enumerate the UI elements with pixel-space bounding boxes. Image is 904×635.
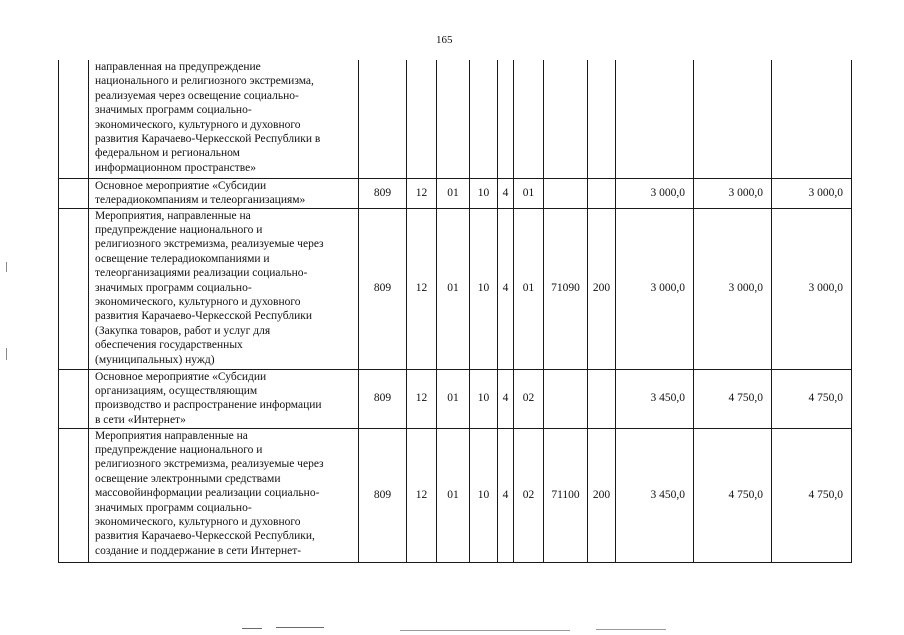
amount-3-cell: 3 000,0 (772, 178, 852, 208)
ministry-cell: 809 (359, 178, 407, 208)
event-cell: 01 (514, 208, 544, 369)
amount-1-cell: 3 000,0 (616, 208, 694, 369)
expense-type-cell (588, 60, 616, 178)
amount-2-cell: 3 000,0 (694, 178, 772, 208)
description-line: (муниципальных) нужд) (95, 353, 215, 366)
event-cell: 02 (514, 369, 544, 428)
expense-type-cell (588, 178, 616, 208)
description-line: организациям, осуществляющим (95, 384, 258, 397)
description-line: реализуемая через освещение социально- (95, 89, 299, 102)
description-line: религиозного экстремизма, реализуемые через (95, 238, 324, 251)
description-line: освещение телерадиокомпаниями и (95, 252, 270, 265)
amount-3-cell: 4 750,0 (772, 428, 852, 562)
description-line: Основное мероприятие «Субсидии (95, 179, 267, 192)
scan-artifact (6, 348, 7, 360)
subprogram-cell: 4 (498, 428, 514, 562)
direction-cell (544, 369, 588, 428)
description-line: федеральном и региональном (95, 147, 240, 160)
scan-artifact (596, 629, 666, 630)
description-line: религиозного экстремизма, реализуемые через (95, 458, 324, 471)
amount-2-cell: 3 000,0 (694, 208, 772, 369)
ministry-cell: 809 (359, 369, 407, 428)
ministry-cell: 809 (359, 428, 407, 562)
amount-1-cell: 3 450,0 (616, 369, 694, 428)
row-number-cell (59, 178, 89, 208)
section-cell (407, 60, 437, 178)
subsection-cell: 01 (437, 428, 470, 562)
program-cell: 10 (470, 369, 498, 428)
scan-artifact (400, 630, 570, 631)
description-line: экономического, культурного и духовного (95, 118, 301, 131)
section-cell: 12 (407, 178, 437, 208)
table-row (59, 60, 852, 178)
amount-1-cell (616, 60, 694, 178)
row-number-cell (59, 428, 89, 562)
description-line: телерадиокомпаниям и телеорганизациям» (95, 193, 306, 206)
event-cell: 02 (514, 428, 544, 562)
description-line: экономического, культурного и духовного (95, 295, 301, 308)
description-line: Основное мероприятие «Субсидии (95, 370, 267, 383)
description-line: предупреждение национального и (95, 443, 263, 456)
description-cell (89, 178, 359, 208)
subsection-cell: 01 (437, 208, 470, 369)
program-cell: 10 (470, 428, 498, 562)
description-line: Мероприятия направленные на (95, 429, 248, 442)
program-cell: 10 (470, 208, 498, 369)
subprogram-cell: 4 (498, 369, 514, 428)
amount-2-cell: 4 750,0 (694, 369, 772, 428)
subprogram-cell: 4 (498, 178, 514, 208)
scan-artifact (276, 627, 324, 628)
description-cell (89, 60, 359, 178)
amount-3-cell (772, 60, 852, 178)
expense-type-cell: 200 (588, 428, 616, 562)
expense-type-cell (588, 369, 616, 428)
table-row (59, 208, 852, 369)
description-line: развития Карачаево-Черкесской Республики, (95, 530, 315, 543)
description-line: информационном пространстве» (95, 161, 257, 174)
description-line: производство и распространение информации (95, 399, 322, 412)
subsection-cell: 01 (437, 369, 470, 428)
program-cell (470, 60, 498, 178)
page-number: 165 (436, 34, 453, 46)
amount-2-cell (694, 60, 772, 178)
description-line: значимых программ социально- (95, 501, 252, 514)
row-number-cell (59, 60, 89, 178)
description-line: развития Карачаево-Черкесской Республики (95, 310, 312, 323)
direction-cell (544, 178, 588, 208)
description-line: значимых программ социально- (95, 104, 252, 117)
subsection-cell (437, 60, 470, 178)
scan-artifact (6, 262, 7, 272)
event-cell: 01 (514, 178, 544, 208)
description-line: в сети «Интернет» (95, 413, 186, 426)
table-row (59, 178, 852, 208)
table-row (59, 369, 852, 428)
event-cell (514, 60, 544, 178)
ministry-cell: 809 (359, 208, 407, 369)
row-number-cell (59, 208, 89, 369)
scan-artifact (242, 628, 262, 629)
description-cell (89, 369, 359, 428)
description-line: предупреждение национального и (95, 223, 263, 236)
description-line: значимых программ социально- (95, 281, 252, 294)
description-line: развития Карачаево-Черкесской Республики в (95, 133, 321, 146)
direction-cell: 71090 (544, 208, 588, 369)
section-cell: 12 (407, 428, 437, 562)
subsection-cell: 01 (437, 178, 470, 208)
description-line: телеорганизациями реализации социально- (95, 267, 308, 280)
table-row (59, 428, 852, 562)
budget-table (58, 60, 852, 563)
direction-cell: 71100 (544, 428, 588, 562)
description-line: освещение электронными средствами (95, 472, 281, 485)
amount-3-cell: 4 750,0 (772, 369, 852, 428)
subprogram-cell: 4 (498, 208, 514, 369)
description-line: национального и религиозного экстремизма, (95, 75, 314, 88)
amount-1-cell: 3 000,0 (616, 178, 694, 208)
section-cell: 12 (407, 208, 437, 369)
description-line: обеспечения государственных (95, 339, 243, 352)
amount-2-cell: 4 750,0 (694, 428, 772, 562)
subprogram-cell (498, 60, 514, 178)
expense-type-cell: 200 (588, 208, 616, 369)
section-cell: 12 (407, 369, 437, 428)
program-cell: 10 (470, 178, 498, 208)
row-number-cell (59, 369, 89, 428)
amount-1-cell: 3 450,0 (616, 428, 694, 562)
description-line: (Закупка товаров, работ и услуг для (95, 324, 271, 337)
description-cell (89, 428, 359, 562)
table-body (59, 60, 852, 562)
description-line: создание и поддержание в сети Интернет- (95, 544, 302, 557)
description-line: направленная на предупреждение (95, 61, 261, 73)
description-line: Мероприятия, направленные на (95, 209, 251, 222)
description-line: экономического, культурного и духовного (95, 515, 301, 528)
direction-cell (544, 60, 588, 178)
amount-3-cell: 3 000,0 (772, 208, 852, 369)
ministry-cell (359, 60, 407, 178)
description-line: массовойинформации реализации социально- (95, 487, 320, 500)
description-cell (89, 208, 359, 369)
